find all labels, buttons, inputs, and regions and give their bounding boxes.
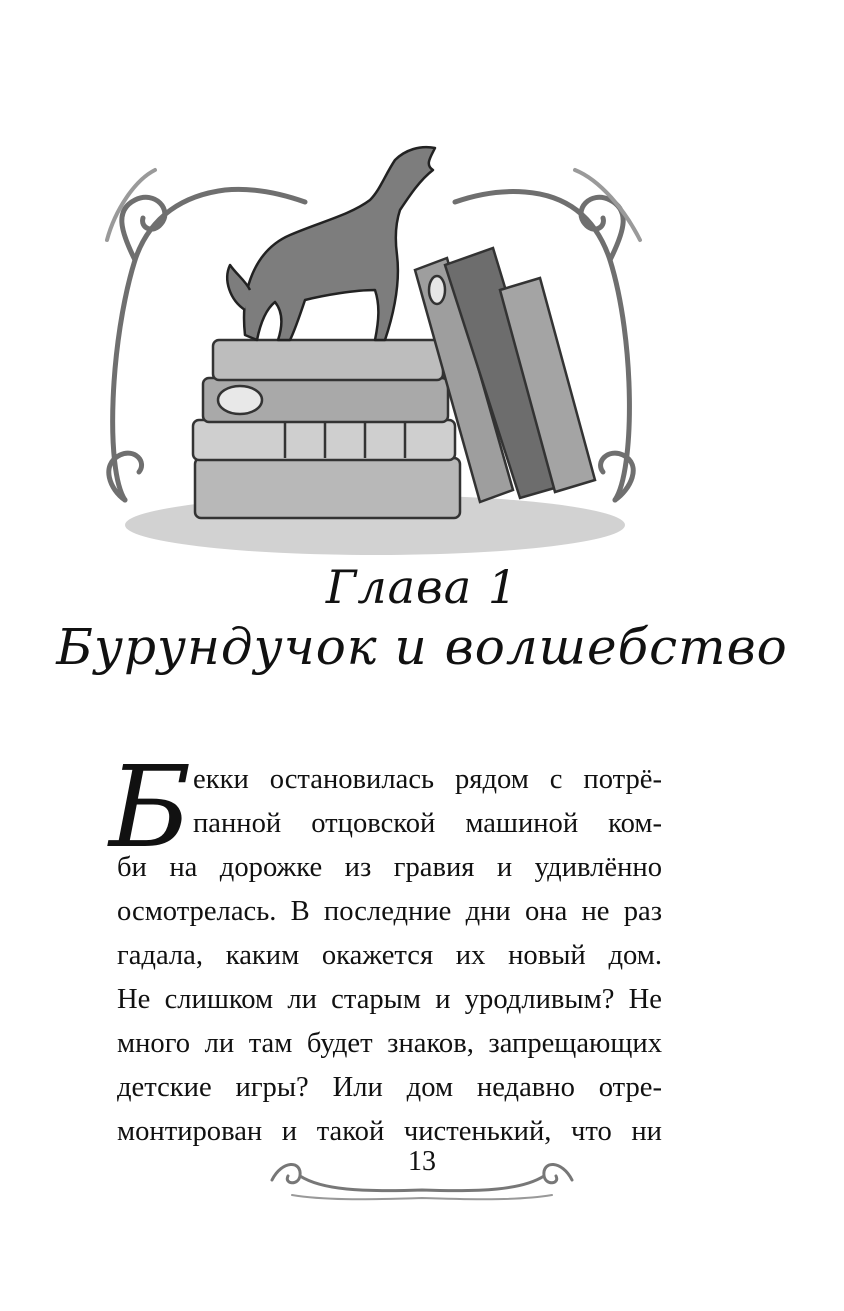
text-line: монтирован и такой чистенький, что ни (117, 1116, 662, 1147)
howling-wolf (227, 147, 435, 340)
book-bottom (195, 458, 460, 518)
text-line: детские игры? Или дом недавно отре- (117, 1072, 662, 1103)
chapter-title: Бурундучок и волшебство (56, 618, 788, 676)
text-line: панной отцовской машиной ком- (193, 808, 662, 839)
text-line: много ли там будет знаков, запрещающих (117, 1028, 662, 1059)
book-top (213, 340, 443, 380)
chapter-label: Глава 1 (325, 560, 519, 614)
text-line: гадала, каким окажется их новый дом. (117, 940, 662, 971)
book-label (218, 386, 262, 414)
wolf-on-books-illustration (95, 140, 655, 560)
body-text (109, 743, 662, 1154)
text-line: осмотрелась. В последние дни она не раз (117, 896, 662, 927)
text-line: Не слишком ли старым и уродливым? Не (117, 984, 662, 1015)
page-number: 13 (408, 1146, 436, 1177)
text-line: екки остановилась рядом с потрё- (193, 764, 662, 795)
frame-left-swirl (122, 197, 165, 260)
text-line: би на дорожке из гравия и удивлённо (117, 852, 662, 883)
drop-cap: Б (109, 743, 192, 873)
